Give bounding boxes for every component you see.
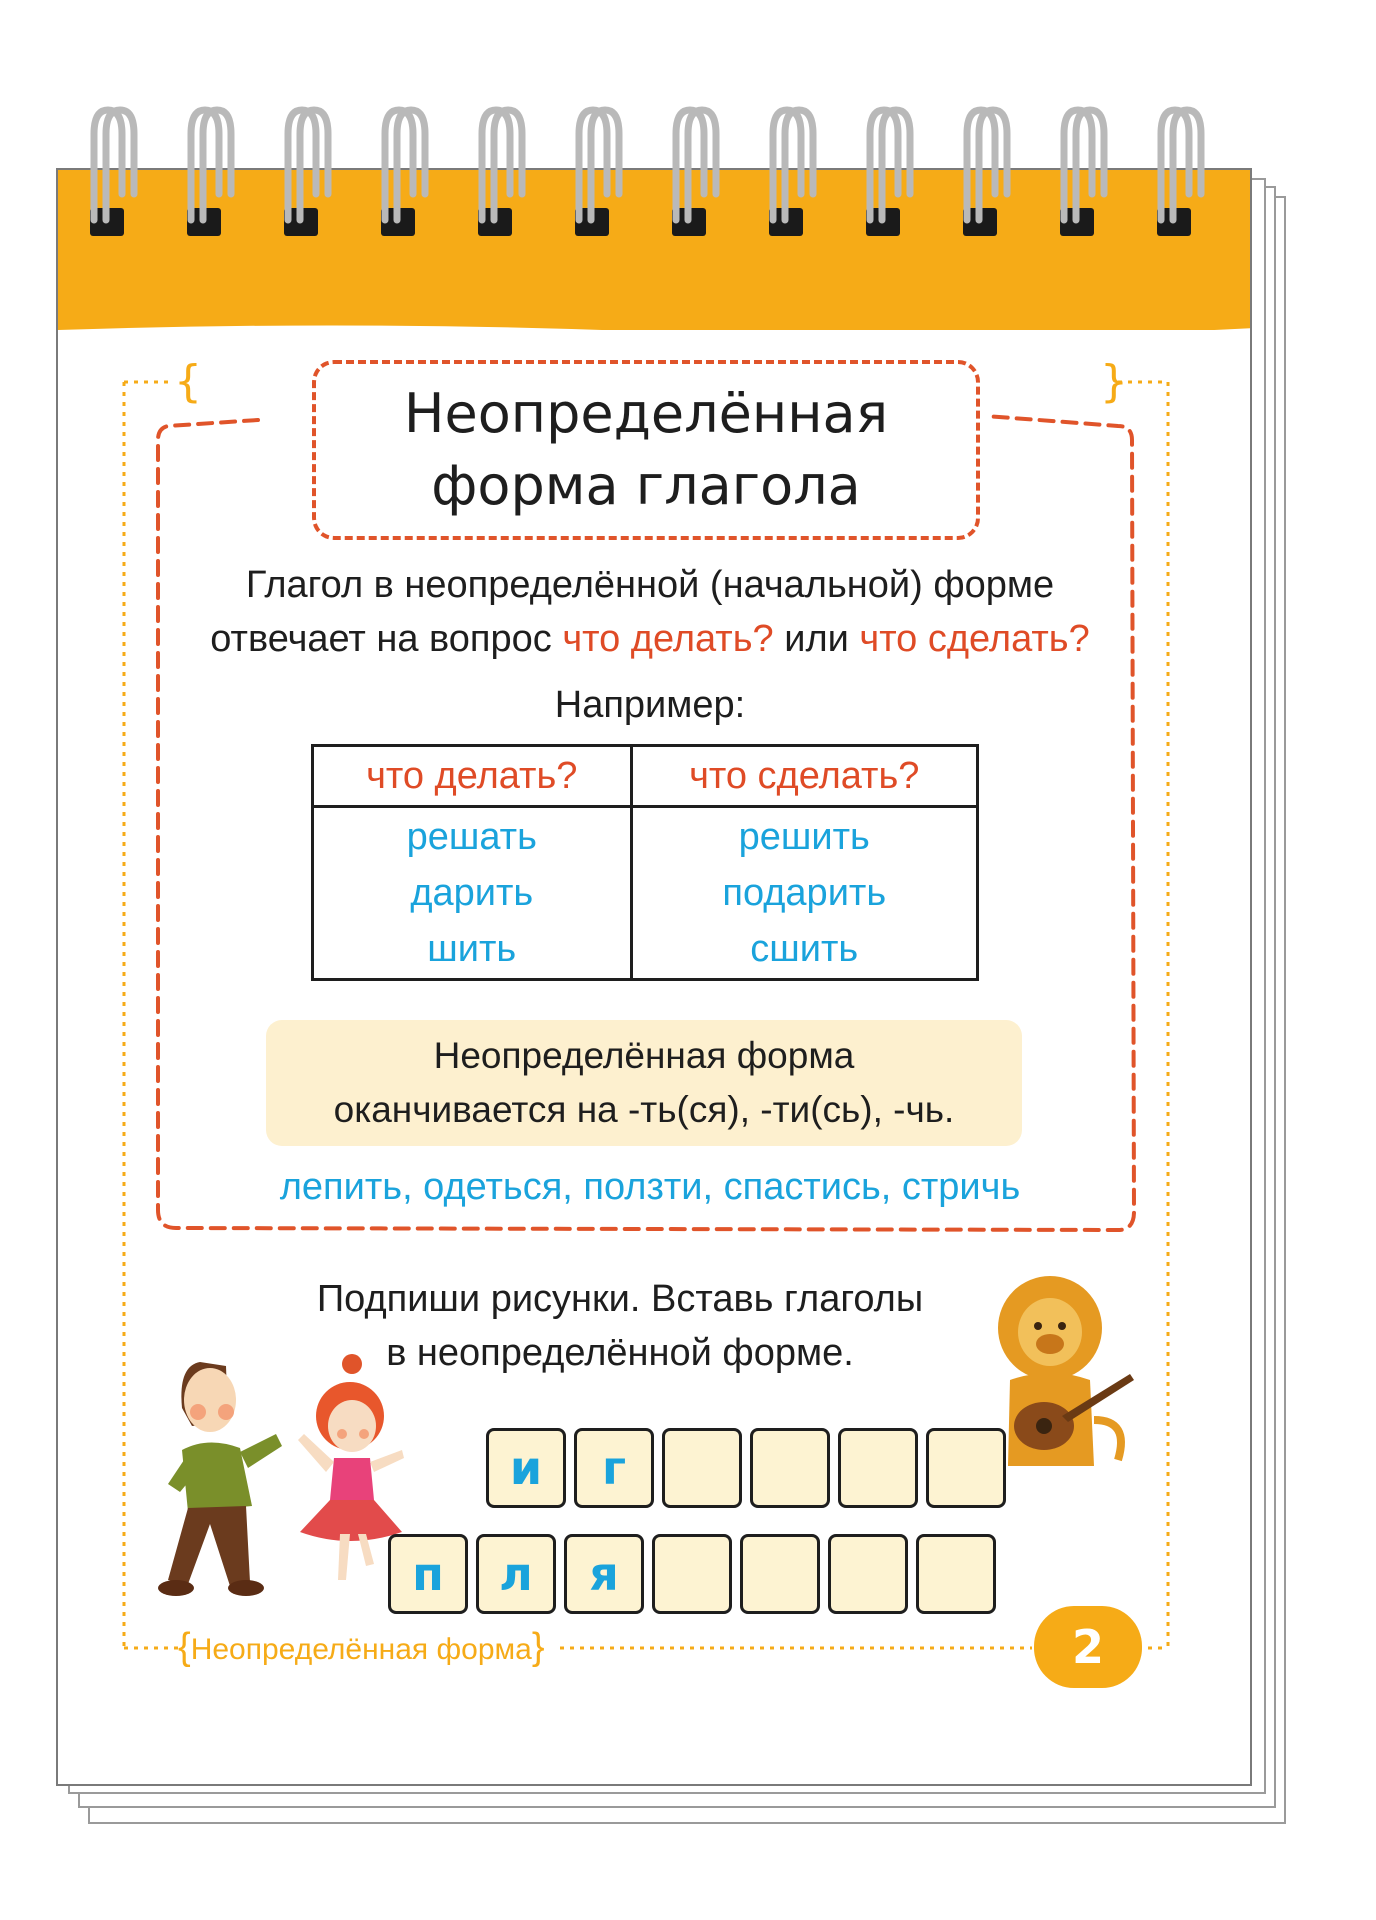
example-label: Например: [554, 684, 746, 726]
verb-1-3: шить [427, 928, 517, 970]
footer-label-text: Неопределённая форма [190, 1633, 532, 1666]
intro-or: или [773, 618, 860, 660]
letter-tile[interactable]: л [476, 1534, 556, 1614]
letter-tile[interactable] [916, 1534, 996, 1614]
intro-line-1 [200, 564, 1100, 607]
verbs-table [311, 744, 979, 981]
table-column-2 [631, 807, 978, 980]
svg-text:}: } [1100, 356, 1128, 407]
page-number: 2 [1034, 1606, 1142, 1688]
table-header-1: что делать? [313, 746, 632, 807]
title-box [312, 360, 980, 540]
letter-tile[interactable]: г [574, 1428, 654, 1508]
lion-guitar-illustration [990, 1270, 1140, 1480]
spiral-ring [559, 104, 623, 234]
spiral-ring [365, 104, 429, 234]
letter-tile[interactable] [926, 1428, 1006, 1508]
rule-box [266, 1020, 1022, 1146]
task-line-2: в неопределённой форме. [386, 1332, 854, 1374]
letter-tile[interactable]: и [486, 1428, 566, 1508]
page-title: Неопределённая форма глагола [403, 382, 889, 517]
spiral-ring [171, 104, 235, 234]
verb-1-1: решать [406, 816, 537, 858]
spiral-ring [1141, 104, 1205, 234]
intro-line-2 [150, 618, 1150, 661]
spiral-ring [656, 104, 720, 234]
spiral-ring [753, 104, 817, 234]
footer-brace-close: } [531, 1626, 545, 1668]
spiral-ring [74, 104, 138, 234]
letter-tile[interactable]: п [388, 1534, 468, 1614]
rule-line-2: оканчивается на -ть(ся), -ти(сь), -чь. [333, 1089, 955, 1130]
letter-tile[interactable]: я [564, 1534, 644, 1614]
footer-brace-open: { [178, 1626, 191, 1668]
svg-text:{: { [174, 356, 202, 407]
rule-line-1: Неопределённая форма [433, 1035, 855, 1076]
letter-tile[interactable] [750, 1428, 830, 1508]
task-line-1: Подпиши рисунки. Вставь глаголы [316, 1278, 924, 1320]
examples-line: лепить, одеться, ползти, спастись, стричь [279, 1166, 1021, 1208]
verb-2-2: подарить [722, 872, 887, 914]
spiral-ring [947, 104, 1011, 234]
verb-2-1: решить [738, 816, 870, 858]
letter-tile[interactable] [662, 1428, 742, 1508]
letter-tile[interactable] [740, 1534, 820, 1614]
spiral-ring [850, 104, 914, 234]
letter-tile[interactable] [652, 1534, 732, 1614]
intro-text-2: отвечает на вопрос [210, 618, 563, 660]
intro-text-1: Глагол в неопределённой (начальной) форме [245, 564, 1055, 606]
question-2: что сделать? [859, 618, 1090, 660]
question-1: что делать? [562, 618, 774, 660]
spiral-ring [268, 104, 332, 234]
table-header-2: что сделать? [631, 746, 978, 807]
footer-label [178, 1626, 545, 1669]
table-column-1 [313, 807, 632, 980]
verb-2-3: сшить [750, 928, 859, 970]
spiral-ring [462, 104, 526, 234]
letter-tile[interactable] [838, 1428, 918, 1508]
verb-1-2: дарить [410, 872, 534, 914]
spiral-ring [1044, 104, 1108, 234]
letter-tile[interactable] [828, 1534, 908, 1614]
